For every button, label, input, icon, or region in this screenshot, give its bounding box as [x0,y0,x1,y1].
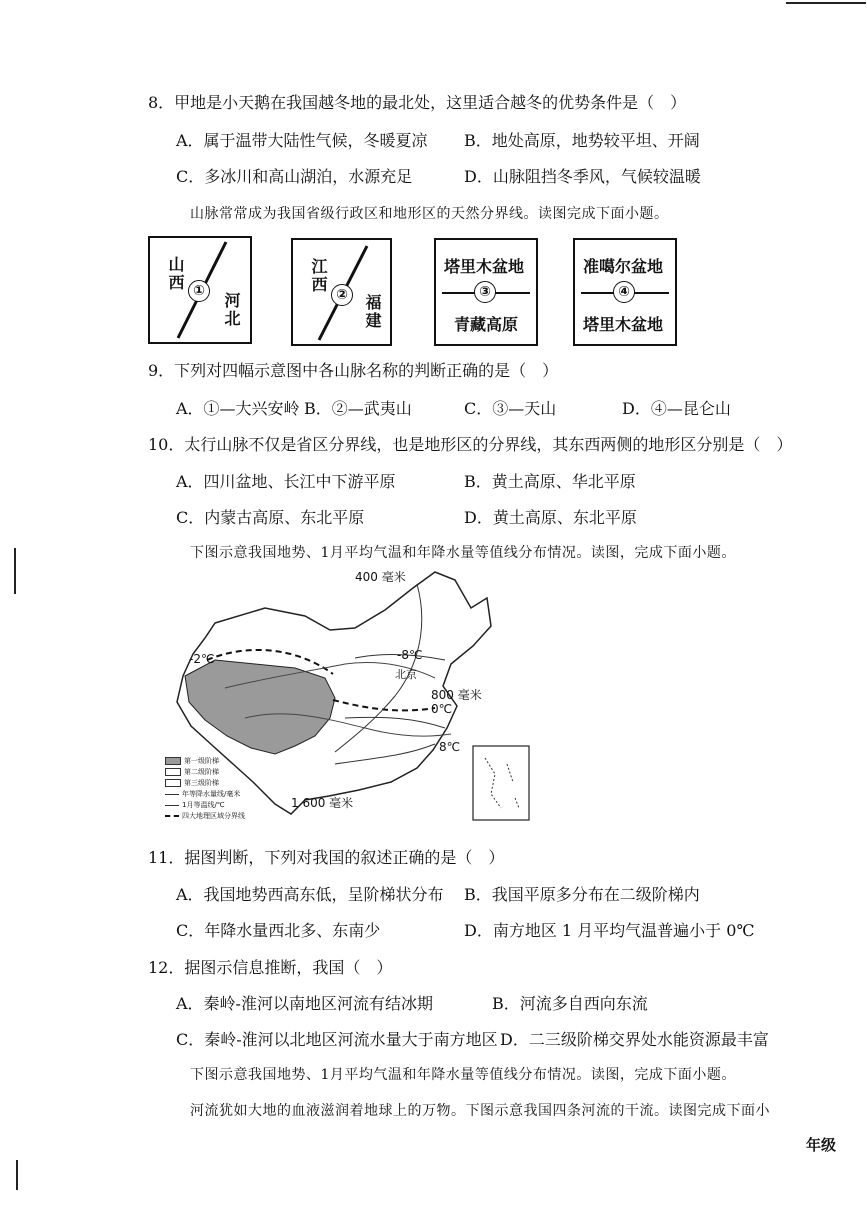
intro-map: 下图示意我国地势、1月平均气温和年降水量等值线分布情况。读图，完成下面小题。 [190,545,736,561]
q12-option-d: D．二三级阶梯交界处水能资源最丰富 [500,1030,769,1049]
box3-top-label: 塔里木盆地 [444,257,525,276]
grade-label: 年级 [806,1136,837,1154]
q9-stem: 9．下列对四幅示意图中各山脉名称的判断正确的是（ ） [148,361,559,380]
label-1600mm: 1 600 毫米 [291,796,354,810]
legend-isotherm: 1月等温线/℃ [165,800,225,810]
legend-third-step: 第三级阶梯 [165,778,219,788]
q10-option-c: C．内蒙古高原、东北平原 [176,508,365,527]
intro-map-repeat: 下图示意我国地势、1月平均气温和年降水量等值线分布情况。读图，完成下面小题。 [190,1067,736,1083]
q8-option-c: C．多冰川和高山湖泊，水源充足 [176,167,413,186]
box4-top-label: 准噶尔盆地 [583,257,664,276]
label-neg2c: -2℃ [189,652,215,666]
q8-option-d: D．山脉阻挡冬季风，气候较温暖 [464,167,701,186]
q11-option-c: C．年降水量西北多、东南少 [176,921,381,940]
label-400mm: 400 毫米 [355,570,406,584]
diagram-box-4 [573,238,677,346]
q10-option-d: D．黄土高原、东北平原 [464,508,637,527]
intro-rivers: 河流犹如大地的血液滋润着地球上的万物。下图示意我国四条河流的干流。读图完成下面小 [190,1103,770,1119]
legend-first-step: 第一级阶梯 [165,756,219,766]
scan-edge-line [786,2,866,4]
q10-stem: 10．太行山脉不仅是省区分界线，也是地形区的分界线，其东西两侧的地形区分别是（ ） [148,435,793,454]
box2-number: ② [331,284,353,306]
q8-option-b: B．地处高原，地势较平坦、开阔 [464,131,700,150]
label-beijing: 北京 [395,668,417,681]
legend-region-boundary: 四大地理区域分界线 [165,811,245,821]
label-0c: 0℃ [431,702,453,716]
box3-bottom-label: 青藏高原 [454,315,519,334]
q9-option-c: C．③—天山 [464,399,557,418]
q10-option-b: B．黄土高原、华北平原 [464,472,636,491]
legend-precip-line: 年等降水量线/毫米 [165,789,240,799]
q11-option-b: B．我国平原多分布在二级阶梯内 [464,885,700,904]
box4-bottom-label: 塔里木盆地 [583,315,664,334]
q11-stem: 11．据图判断，下列对我国的叙述正确的是（ ） [148,848,505,867]
legend-second-step: 第二级阶梯 [165,767,219,777]
q12-stem: 12．据图示信息推断，我国（ ） [148,958,393,977]
box1-left-label: 山西 [166,256,185,292]
box1-right-label: 河北 [222,292,241,328]
label-neg8c: -8℃ [397,648,423,662]
box1-number: ① [188,280,210,302]
diagram-box-2 [291,238,392,346]
q10-option-a: A．四川盆地、长江中下游平原 [176,472,396,491]
q12-option-b: B．河流多自西向东流 [492,994,648,1013]
q8-stem: 8．甲地是小天鹅在我国越冬地的最北处，这里适合越冬的优势条件是（ ） [148,93,687,112]
scan-margin-mark [14,548,16,594]
q11-option-d: D．南方地区 1 月平均气温普遍小于 0℃ [464,921,755,940]
box2-left-label: 江西 [309,258,328,294]
diagram-box-1 [148,236,252,344]
box4-number: ④ [613,281,635,303]
q9-option-d: D．④—昆仑山 [622,399,731,418]
box2-right-label: 福建 [363,294,382,330]
scan-margin-mark [16,1160,18,1190]
label-800mm: 800 毫米 [431,688,482,702]
box3-number: ③ [474,281,496,303]
china-map-figure [155,568,535,830]
q9-option-a: A．①—大兴安岭 [176,399,300,418]
q12-option-c: C．秦岭-淮河以北地区河流水量大于南方地区 [176,1030,498,1049]
q12-option-a: A．秦岭-淮河以南地区河流有结冰期 [176,994,433,1013]
q9-option-b: B．②—武夷山 [304,399,412,418]
q8-option-a: A．属于温带大陆性气候，冬暖夏凉 [176,131,428,150]
label-8c: 8℃ [439,740,461,754]
diagram-box-3 [434,238,538,346]
intro-mountains: 山脉常常成为我国省级行政区和地形区的天然分界线。读图完成下面小题。 [190,206,669,222]
q11-option-a: A．我国地势西高东低，呈阶梯状分布 [176,885,444,904]
